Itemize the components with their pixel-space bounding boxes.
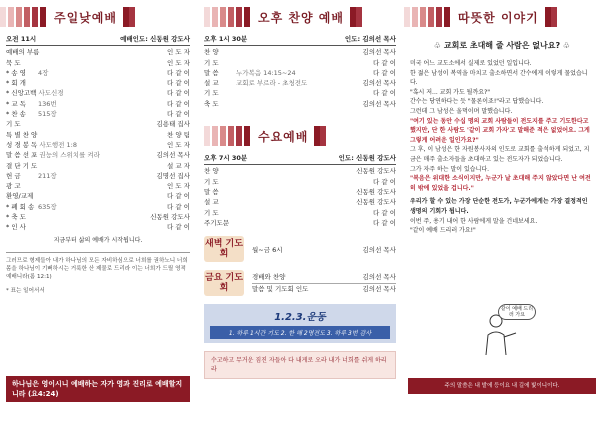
dawn-time: 월~금 6시	[252, 245, 283, 254]
order-mid	[234, 218, 364, 228]
afternoon-leader: 인도: 김의선 목사	[344, 35, 396, 43]
order-row	[204, 68, 396, 78]
story-paragraph: 한 젊은 남성이 복역을 마치고 출소하면서 간수에게 이렇게 물었습니다.	[410, 69, 588, 87]
order-row	[6, 171, 190, 181]
order-who: 신동원 강도사	[356, 187, 396, 196]
weekday-column	[204, 0, 396, 424]
prayer-box	[204, 351, 396, 379]
afternoon-header	[204, 0, 396, 34]
order-mid	[36, 119, 157, 129]
order-row	[6, 161, 190, 171]
order-mid	[234, 88, 364, 98]
order-item: * 인 사	[6, 223, 26, 232]
order-mid: 교회로 부르라 - 초청전도	[236, 79, 308, 88]
wednesday-order-list	[204, 166, 396, 228]
header-bar-right	[123, 7, 196, 27]
story-question-text: 교회로 초대해 줄 사람은 없나요?	[443, 41, 561, 50]
sunday-column	[0, 0, 196, 424]
story-paragraph: 간수는 당연하다는 듯 "물론이죠!"라고 답했습니다.	[410, 98, 544, 106]
illustration	[476, 307, 532, 357]
afternoon-info	[204, 34, 396, 46]
story-paragraph: 미국 어느 교도소에서 실제로 있었던 일입니다.	[410, 60, 532, 67]
story-paragraph: 그런데 그 남성은 울먹이며 말했습니다.	[410, 107, 513, 115]
order-mid: 4장	[38, 68, 49, 77]
afternoon-time: 오후 1시 30분	[204, 35, 248, 43]
order-row	[204, 166, 396, 176]
sunday-info	[6, 34, 190, 46]
afternoon-order	[204, 34, 396, 109]
order-who: 김의선 목사	[362, 79, 396, 88]
story-paragraph: 그가 자주 하는 말이 있습니다.	[410, 165, 490, 173]
order-who: 다 같 이	[373, 177, 396, 186]
sunday-order-list	[6, 47, 190, 232]
order-who: 다 같 이	[373, 58, 396, 67]
order-item: 기 도	[204, 58, 219, 67]
order-item: 주기도문	[204, 218, 230, 227]
header-bar-right	[350, 7, 396, 27]
story-body	[404, 59, 600, 236]
order-mid	[36, 58, 158, 68]
order-row	[204, 58, 396, 68]
order-row	[6, 47, 190, 57]
wednesday-leader: 인도: 신동원 강도사	[338, 154, 396, 163]
header-bars-left	[204, 7, 252, 27]
order-row	[204, 177, 396, 187]
story-column	[404, 0, 600, 424]
friday-line1: 경배와 찬양	[252, 272, 286, 281]
order-mid: 사도행전 1:8	[39, 140, 77, 149]
order-who: 찬 양 팀	[167, 130, 190, 139]
order-item: 기 도	[204, 208, 219, 217]
order-item: 기 도	[204, 177, 219, 186]
order-mid: 211장	[38, 171, 57, 180]
order-item: 결 단 기 도	[6, 161, 38, 170]
order-who: 인 도 자	[167, 58, 190, 67]
order-who: 다 같 이	[167, 79, 190, 88]
sunday-title: 주일낮예배	[54, 10, 117, 25]
sunday-note-box	[6, 252, 190, 281]
order-who: 신동원 강도사	[356, 198, 396, 207]
order-item: 환영/교제	[6, 192, 34, 201]
movement-title: 1.2.3.운동	[274, 312, 326, 324]
story-header	[404, 0, 600, 34]
story-paragraph: "혹시 저... 교회 가도 될까요?"	[410, 88, 491, 96]
friday-row-1	[252, 272, 396, 284]
order-who: 인 도 자	[167, 48, 190, 57]
story-paragraph: "같이 예배 드리러 가요!"	[410, 227, 476, 235]
order-who: 신동원 강도사	[150, 213, 190, 222]
order-who: 다 같 이	[167, 99, 190, 108]
friday-line2: 말씀 및 기도회 인도	[252, 284, 309, 293]
order-mid	[36, 222, 158, 232]
order-who: 다 같 이	[373, 208, 396, 217]
story-paragraph: 그 후, 이 남성은 한 자원봉사자의 인도로 교회를 출석하게 되었고, 지금은 매주 출소자들을 초대하고 있는 전도자가 되었습니다.	[410, 146, 590, 163]
order-mid	[234, 47, 363, 57]
order-row	[6, 58, 190, 68]
wednesday-time: 오후 7시 30분	[204, 154, 248, 163]
order-who: 다 같 이	[167, 110, 190, 119]
order-mid: 누가복음 14:15~24	[236, 68, 296, 77]
life-worship-text: 지금부터 삶의 예배가 시작됩니다.	[53, 236, 143, 244]
order-item: 헌 금	[6, 171, 21, 180]
order-who: 인 도 자	[167, 140, 190, 149]
order-mid	[36, 78, 158, 88]
order-item: 기 도	[6, 120, 21, 129]
order-row	[6, 68, 190, 78]
order-mid	[234, 58, 364, 68]
order-row	[6, 140, 190, 150]
order-item: 찬 양	[204, 167, 219, 176]
order-mid	[36, 181, 158, 191]
order-mid: 515장	[38, 110, 57, 119]
order-mid	[234, 208, 364, 218]
order-item: * 회 개	[6, 79, 26, 88]
clover-icon: ♧	[433, 41, 442, 50]
wednesday-info	[204, 153, 396, 165]
sunday-header	[0, 0, 196, 34]
order-mid	[39, 47, 158, 57]
order-row	[6, 130, 190, 140]
order-item: * 교 독	[6, 99, 26, 108]
order-mid	[234, 166, 356, 176]
story-paragraph: 이번 주, 용기 내어 한 사람에게 말을 건네보세요.	[410, 217, 538, 225]
header-bars-left	[0, 7, 48, 27]
movement-text: 1. 하루 1시간 기도 2. 한 해 2명전도 3. 하루 3번 감사	[210, 326, 390, 339]
order-row	[6, 99, 190, 109]
order-item: 기 도	[204, 89, 219, 98]
sunday-note: 그러므로 형제들아 내가 하나님의 모든 자비하심으로 너희를 권하노니 너희 몸을 하나님이 기뻐하시는 거룩한 산 제물로 드리라 이는 너희가 드릴 영적 예배니라(롬 12:1)	[6, 257, 188, 280]
order-item: 예배의 부름	[6, 48, 40, 57]
order-item: * 송 영	[6, 68, 26, 77]
order-item: * 찬 송	[6, 110, 26, 119]
order-row	[204, 99, 396, 109]
order-row	[204, 47, 396, 57]
order-item: * 신앙고백	[6, 89, 37, 98]
order-item: 성 경 봉 독	[6, 140, 38, 149]
order-row	[204, 218, 396, 228]
order-item: 설 교	[204, 198, 219, 207]
header-bar-right	[545, 7, 600, 27]
story-title: 따뜻한 이야기	[458, 10, 539, 25]
order-item: 축 도	[204, 99, 219, 108]
order-row	[6, 150, 190, 160]
order-row	[204, 187, 396, 197]
order-row	[6, 202, 190, 212]
order-mid	[234, 177, 364, 187]
order-who: 다 같 이	[167, 68, 190, 77]
sunday-verse: 하나님은 영이시니 예배하는 자가 영과 진리로 예배할지니라 (요4:24)	[6, 376, 190, 402]
friday-tag: 금요 기도회	[204, 270, 244, 296]
afternoon-title: 오후 찬양 예배	[258, 10, 344, 25]
order-who: 다 같 이	[373, 68, 396, 77]
order-who: 다 같 이	[373, 89, 396, 98]
friday-info	[244, 272, 396, 295]
order-mid	[37, 130, 158, 140]
header-bars-left	[404, 7, 452, 27]
order-row	[6, 212, 190, 222]
order-item: 말 씀 선 포	[6, 151, 38, 160]
order-mid	[36, 191, 158, 201]
order-mid	[36, 212, 150, 222]
story-footer: 주의 말씀은 내 발에 등이요 내 길에 빛이니이다.	[408, 378, 596, 394]
friday-row-2	[252, 284, 396, 295]
friday-prayer	[204, 270, 396, 296]
order-who: 신동원 강도사	[356, 167, 396, 176]
order-item: 특 별 찬 양	[6, 130, 38, 139]
order-mid: 635장	[38, 202, 57, 211]
order-item: 묵 도	[6, 58, 21, 67]
order-item: 찬 양	[204, 48, 219, 57]
order-mid: 136번	[38, 99, 57, 108]
header-bars-left	[204, 126, 252, 146]
order-item: * 폐 회 송	[6, 202, 35, 211]
sunday-leader: 예배인도: 신동원 강도사	[120, 35, 190, 43]
story-paragraph: 우리가 할 수 있는 가장 단순한 전도가, 누군가에게는 가장 결정적인 생명의 기회가 됩니다.	[410, 198, 588, 215]
order-row	[6, 109, 190, 119]
order-who: 다 같 이	[167, 202, 190, 211]
order-who: 김의선 목사	[156, 151, 190, 160]
order-row	[6, 191, 190, 201]
order-who: 설 교 자	[167, 161, 190, 170]
story-paragraph: "복음은 위대한 소식이지만, 누군가 날 초대해 주지 않았다면 난 여전히 밖에 있었을 겁니다."	[410, 175, 591, 192]
order-who: 김용태 집사	[156, 120, 190, 129]
order-row	[6, 181, 190, 191]
friday-who1: 김의선 목사	[362, 272, 396, 281]
order-row	[204, 88, 396, 98]
order-mid	[234, 197, 356, 207]
story-paragraph: "여기 있는 동안 수십 명의 교회 사람들이 전도지를 주고 기도한다고 했지만, 단 한 사람도 '같이 교회 가자'고 말해준 적은 없었어요. 그게 그렇게 어려운 일인가요?"	[410, 117, 590, 144]
order-row	[204, 78, 396, 88]
wednesday-title: 수요예배	[258, 129, 309, 144]
order-mid	[37, 161, 158, 171]
order-row	[6, 119, 190, 129]
order-who: 김의선 목사	[362, 48, 396, 57]
order-who: 다 같 이	[373, 218, 396, 227]
standing-note: * 표는 일어서서	[6, 287, 45, 294]
dawn-tag: 새벽 기도회	[204, 236, 244, 262]
order-who: 인 도 자	[167, 182, 190, 191]
clover-icon: ♧	[562, 41, 571, 50]
order-mid	[234, 99, 363, 109]
order-item: 광 고	[6, 182, 21, 191]
order-item: 설 교	[204, 79, 219, 88]
speech-bubble: 같이 예배 드리러 가요	[498, 304, 536, 320]
order-row	[204, 208, 396, 218]
order-row	[204, 197, 396, 207]
wednesday-header	[204, 119, 396, 153]
order-item: 말 씀	[204, 187, 219, 196]
afternoon-order-list	[204, 47, 396, 109]
sunday-time: 오전 11시	[6, 35, 37, 43]
dawn-prayer	[204, 236, 396, 262]
order-mid: 권능의 스위치를 켜라	[39, 151, 100, 160]
dawn-info	[244, 245, 396, 254]
order-who: 다 같 이	[167, 192, 190, 201]
prayer-verse: 수고하고 무거운 짐진 자들아 다 내게로 오라 내가 너희를 쉬게 하리라	[211, 357, 387, 374]
order-row	[6, 88, 190, 98]
wednesday-order	[204, 153, 396, 228]
order-who: 다 같 이	[167, 223, 190, 232]
header-bar-right	[314, 126, 396, 146]
story-question	[404, 40, 600, 51]
order-who: 김의선 목사	[362, 99, 396, 108]
order-mid	[234, 187, 356, 197]
order-mid: 사도신경	[38, 89, 64, 98]
friday-who2: 김의선 목사	[362, 284, 396, 293]
order-row	[6, 78, 190, 88]
order-row	[6, 222, 190, 232]
order-who: 다 같 이	[167, 89, 190, 98]
movement-box	[204, 304, 396, 343]
order-who: 김명선 집사	[156, 171, 190, 180]
dawn-leader: 김의선 목사	[362, 245, 396, 254]
order-item: * 축 도	[6, 213, 26, 222]
order-item: 말 씀	[204, 68, 219, 77]
